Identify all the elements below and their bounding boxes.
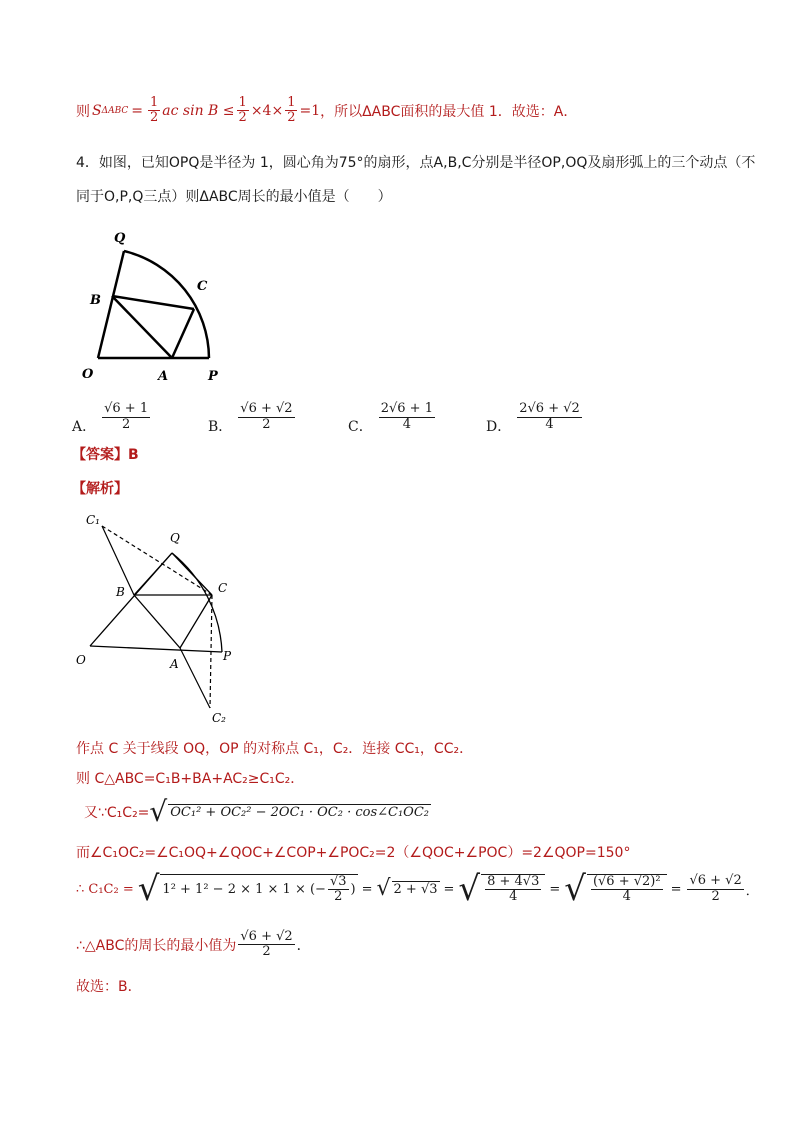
sector-figure <box>76 222 236 387</box>
label-c: C <box>197 279 208 294</box>
prev-conclusion-line <box>76 96 577 126</box>
half-fraction-2: $\frac{1}{2}$ <box>238 95 247 126</box>
prev-conclusion-text: ，所以ΔABC面积的最大值 1．故选：A． <box>320 103 578 120</box>
seg-q-c <box>172 553 212 595</box>
step6-prefix: ∴△ABC的周长的最小值为 <box>76 937 237 954</box>
solution-step-1: 作点 C 关于线段 OQ，OP 的对称点 C₁，C₂．连接 CC₁，CC₂． <box>76 741 474 757</box>
label-p: P <box>208 369 218 384</box>
seg-a-c <box>180 595 212 648</box>
label-a: A <box>158 369 169 384</box>
line-o-p <box>90 646 222 652</box>
label-q2: Q <box>170 531 180 545</box>
option-letter: A． <box>72 419 97 435</box>
eq-sign-1: = <box>131 102 143 119</box>
option-fraction: $\frac{2√6 + 1}{4}$ <box>380 401 433 432</box>
times-expr: ×4× <box>250 102 284 119</box>
half-fraction-3: $\frac{1}{2}$ <box>287 95 296 126</box>
analysis-tag: 【解析】 <box>72 481 128 497</box>
label-q: Q <box>114 231 126 246</box>
option-d <box>486 398 584 436</box>
step5-prefix: ∴ C₁C₂ = <box>76 881 134 897</box>
option-fraction: $\frac{√6 + 1}{2}$ <box>104 401 149 432</box>
option-a <box>72 398 152 436</box>
solution-step-3 <box>84 795 431 828</box>
line-a-c2 <box>180 648 210 708</box>
label-b2: B <box>116 585 125 599</box>
root-expr-3: √ $\frac{8 + 4√3}{4}$ <box>458 872 545 906</box>
solution-step-4: 而∠C₁OC₂=∠C₁OQ+∠QOC+∠COP+∠POC₂=2（∠QOC+∠POC）=2∠QOP=150° <box>76 845 631 861</box>
seg-b-a <box>134 595 180 648</box>
label-c: C <box>218 581 228 595</box>
option-letter: D． <box>486 419 512 435</box>
option-b <box>208 398 297 436</box>
option-c <box>348 398 437 436</box>
option-fraction: $\frac{√6 + √2}{2}$ <box>240 401 293 432</box>
label-o2: O <box>76 653 86 667</box>
area-expr: ac sin B ≤ <box>162 102 235 119</box>
label-a2: A <box>170 657 179 671</box>
root-expr-4: √ $\frac{\text{(√6 + √2)²}}{4}$ <box>564 872 666 906</box>
option-letter: B． <box>208 419 233 435</box>
reflection-figure <box>72 508 242 728</box>
step3-prefix: 又∵C₁C₂= <box>84 805 150 821</box>
label-o: O <box>82 367 94 382</box>
eq-one: =1 <box>299 102 321 119</box>
question-line-1: 4．如图，已知OPQ是半径为 1，圆心角为75°的扇形，点A,B,C分别是半径OP,OQ及扇形弧上的三个动点（不 <box>76 155 756 171</box>
label-p2: P <box>223 649 232 663</box>
law-of-cosines-root: √ OC₁² + OC₂² − 2OC₁ · OC₂ · cos∠C₁OC₂ <box>149 795 429 828</box>
seg-b-q <box>134 553 172 595</box>
question-line-2: 同于O,P,Q三点）则ΔABC周长的最小值是（ ） <box>76 189 392 205</box>
arc <box>172 553 222 652</box>
root-expr-1: √ 1² + 1² − 2 × 1 × 1 × (− $\frac{√3}{2}$ ) <box>137 869 356 909</box>
root-expr-2: √ 2 + √3 <box>376 876 438 901</box>
segment-ca <box>172 309 194 358</box>
root-expr-5: $\frac{√6 + √2}{2}$ <box>689 873 742 904</box>
half-fraction: $\frac{1}{2}$ <box>150 95 159 126</box>
option-letter: C． <box>348 419 373 435</box>
min-perimeter-fraction: $\frac{√6 + √2}{2}$ <box>240 929 293 960</box>
area-subscript: ΔABC <box>101 105 129 116</box>
prev-prefix: 则 <box>76 103 90 120</box>
area-symbol: S <box>92 102 102 119</box>
label-c1: C₁ <box>86 513 100 527</box>
solution-step-7: 故选：B． <box>76 979 142 995</box>
option-fraction: $\frac{2√6 + √2}{4}$ <box>519 401 580 432</box>
label-c2: C₂ <box>212 711 226 725</box>
label-b: B <box>90 293 101 308</box>
solution-step-2: 则 C△ABC=C₁B+BA+AC₂≥C₁C₂． <box>76 771 305 787</box>
solution-step-5: ∴ C₁C₂ = √ 1² + 1² − 2 × 1 × 1 × (− $\frac{√3}{2}$ ) = √ 2 + √3 = √ $\frac{8 + 4√3}{4}$ = √ $\frac{\text{(√6 + √2)²}}{4}$ = $\frac{√6 + √2}{2}$ ． <box>76 869 759 909</box>
answer-tag: 【答案】B <box>72 447 139 463</box>
solution-step-6: ∴△ABC的周长的最小值为 $\frac{√6 + √2}{2}$ ． <box>76 929 311 960</box>
